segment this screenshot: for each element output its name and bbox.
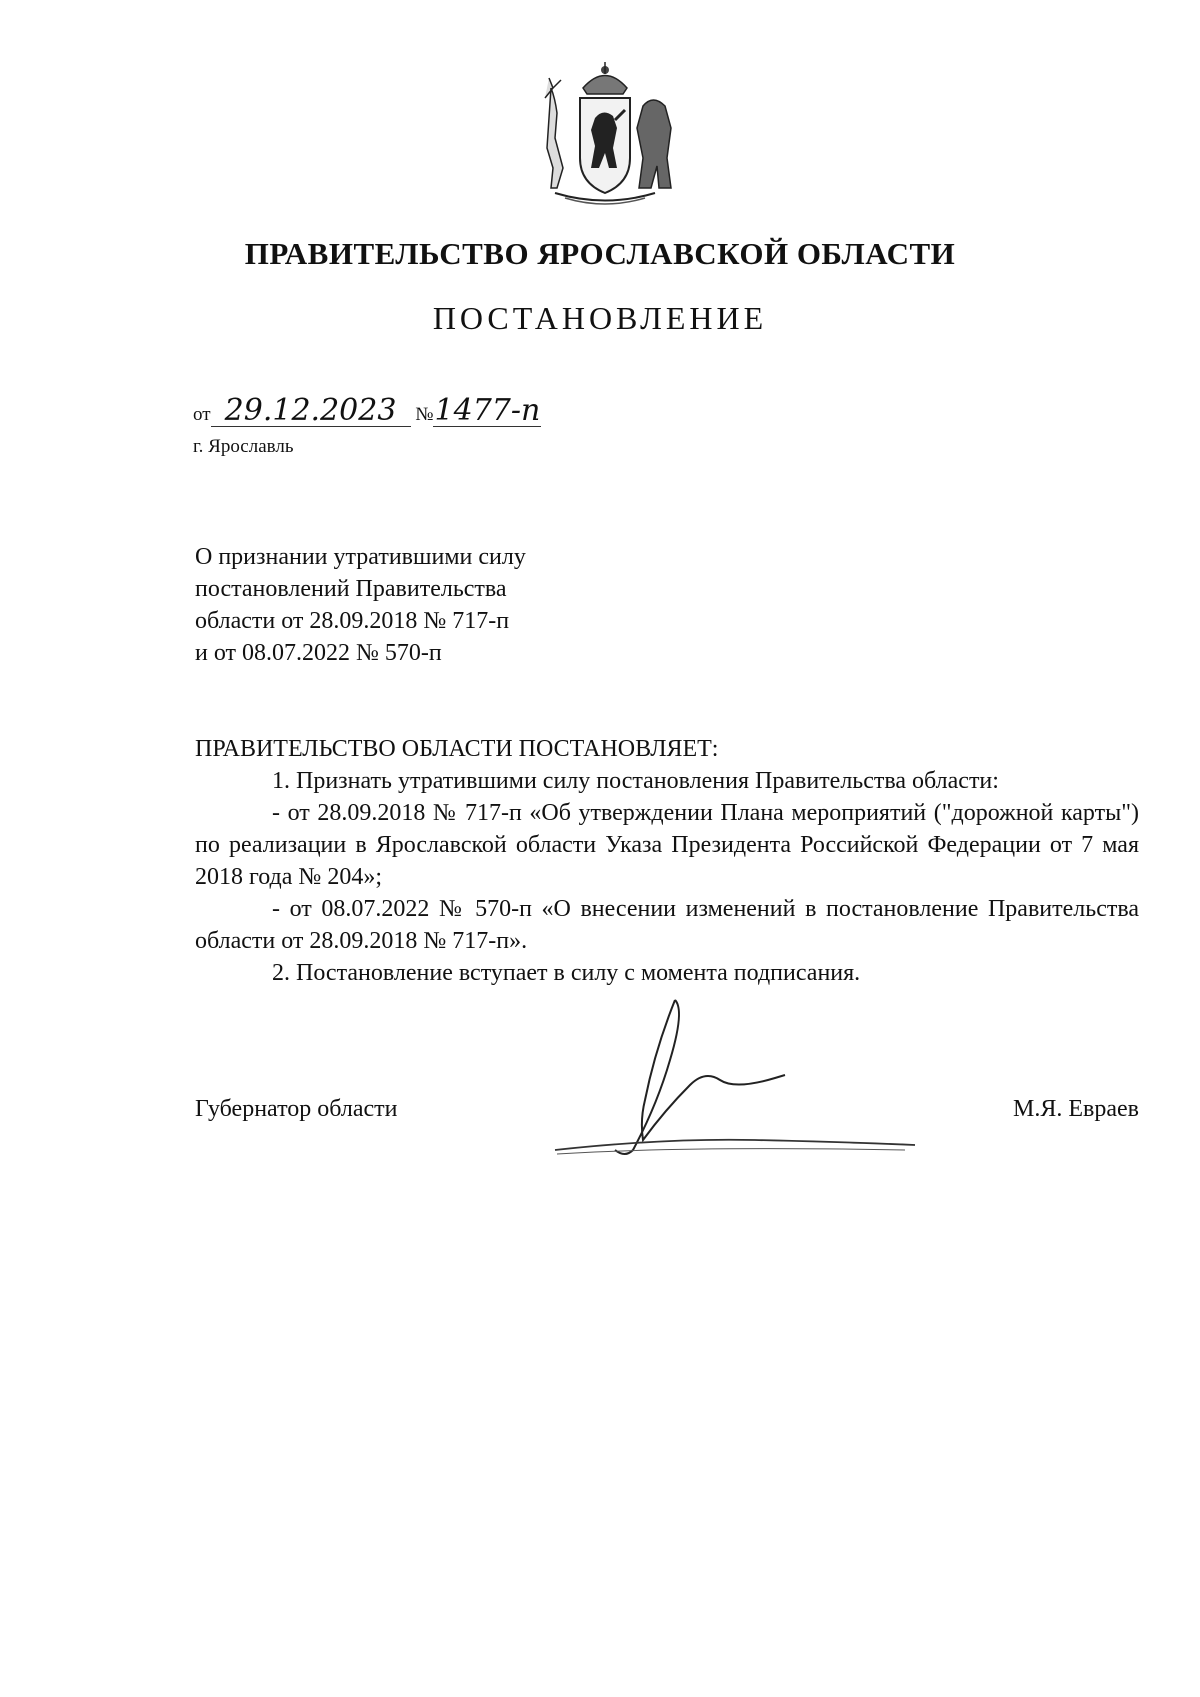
body-item-1-a: - от 28.09.2018 № 717-п «Об утверждении Плана мероприятий ("дорожной карты") по реализации в Ярославской области Указа Президента Российской Федерации от 7 мая 2018 года № 204»;: [195, 800, 1139, 890]
body-item-2: 2. Постановление вступает в силу с момента подписания.: [272, 960, 861, 986]
organization-title: ПРАВИТЕЛЬСТВО ЯРОСЛАВСКОЙ ОБЛАСТИ: [244, 236, 956, 271]
body-item-1-b: - от 08.07.2022 № 570-п «О внесении изменений в постановление Правительства области от 28.09.2018 № 717-п».: [195, 896, 1139, 954]
document-body: [195, 733, 1139, 989]
date-value: 29.12.2023: [211, 396, 411, 427]
decree-statement: ПРАВИТЕЛЬСТВО ОБЛАСТИ ПОСТАНОВЛЯЕТ:: [195, 736, 719, 762]
signatory-position: Губернатор области: [195, 1096, 398, 1122]
document-subject: [195, 541, 526, 669]
subject-line: О признании утратившими силу: [195, 544, 526, 570]
date-prefix: от: [193, 404, 211, 425]
signatory-name: М.Я. Евраев: [1013, 1096, 1139, 1122]
subject-line: постановлений Правительства: [195, 576, 507, 602]
body-item-1: 1. Признать утратившими силу постановления Правительства области:: [272, 768, 999, 794]
subject-line: области от 28.09.2018 № 717-п: [195, 608, 510, 634]
subject-line: и от 08.07.2022 № 570-п: [195, 640, 442, 666]
number-prefix: №: [415, 404, 434, 425]
city: г. Ярославль: [193, 436, 294, 457]
document-type: ПОСТАНОВЛЕНИЕ: [432, 300, 768, 336]
handwritten-signature: [545, 990, 925, 1165]
number-value: 1477-п: [434, 393, 541, 428]
date-number-line: [193, 393, 541, 428]
coat-of-arms-emblem: [525, 58, 685, 208]
